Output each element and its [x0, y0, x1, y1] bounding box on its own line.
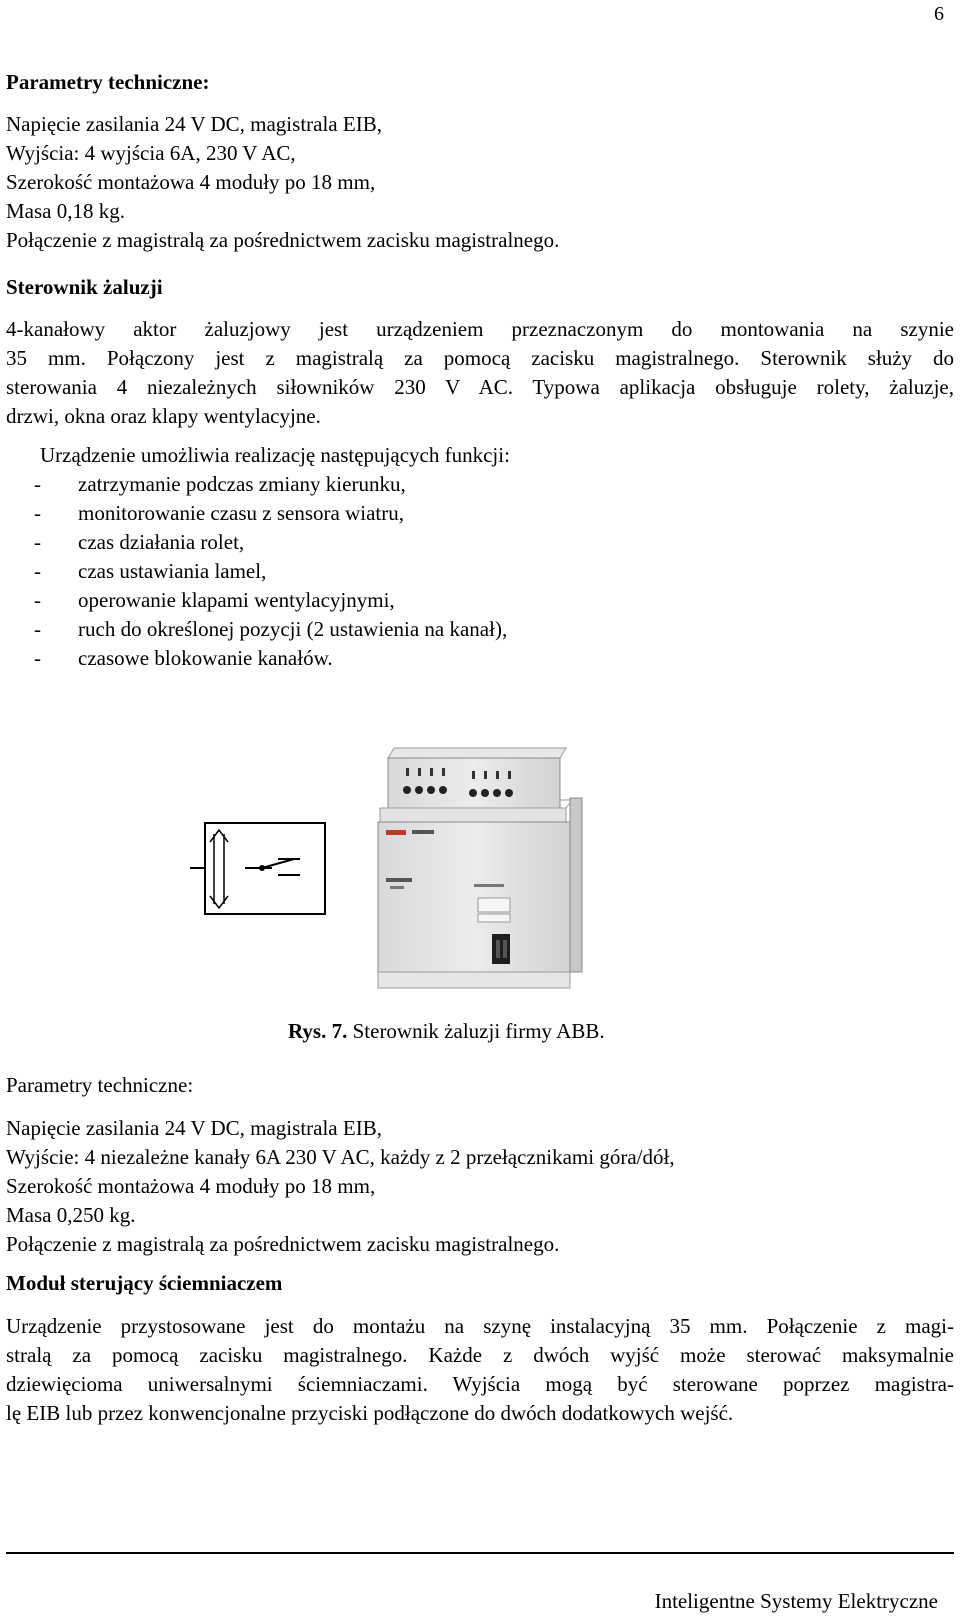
spec-line: Szerokość montażowa 4 moduły po 18 mm,: [6, 1174, 376, 1198]
paragraph-line: 35 mm. Połączony jest z magistralą za pomocą zacisku magistralnego. Sterownik służy do: [6, 346, 954, 370]
figure-caption: Rys. 7. Sterownik żaluzji firmy ABB.: [288, 1019, 605, 1043]
spec-line: Wyjścia: 4 wyjścia 6A, 230 V AC,: [6, 141, 296, 165]
functions-intro: Urządzenie umożliwia realizację następujących funkcji:: [40, 443, 510, 467]
paragraph-line: 4-kanałowy aktor żaluzjowy jest urządzeniem przeznaczonym do montowania na szynie: [6, 317, 954, 341]
section2-heading: Sterownik żaluzji: [6, 275, 163, 299]
spec-line: Masa 0,250 kg.: [6, 1203, 136, 1227]
paragraph-line: lę EIB lub przez konwencjonalne przyciski podłączone do dwóch dodatkowych wejść.: [6, 1401, 734, 1425]
functions-list: [6, 470, 954, 673]
spec-line: Napięcie zasilania 24 V DC, magistrala EIB,: [6, 1116, 382, 1140]
paragraph-line: dziewięcioma uniwersalnymi ściemniaczami. Wyjścia mogą być sterowane poprzez magistra-: [6, 1372, 954, 1396]
list-item: - czasowe blokowanie kanałów.: [34, 646, 333, 670]
spec-line: Połączenie z magistralą za pośrednictwem zacisku magistralnego.: [6, 228, 560, 252]
section4-paragraph: [6, 1312, 954, 1428]
list-item: - czas działania rolet,: [34, 530, 245, 554]
spec-line: Masa 0,18 kg.: [6, 199, 125, 223]
section1-heading: Parametry techniczne:: [6, 70, 210, 94]
footer-title: Inteligentne Systemy Elektryczne: [654, 1589, 938, 1613]
abb-blind-actuator-device: [360, 738, 585, 996]
section1-specs: [6, 110, 954, 255]
list-item: - ruch do określonej pozycji (2 ustawienia na kanał),: [34, 617, 508, 641]
paragraph-line: stralą za pomocą zacisku magistralnego. Każde z dwóch wyjść może sterować maksymalnie: [6, 1343, 954, 1367]
spec-line: Szerokość montażowa 4 moduły po 18 mm,: [6, 170, 376, 194]
blind-actuator-symbol: [190, 820, 330, 920]
list-item: - czas ustawiania lamel,: [34, 559, 267, 583]
spec-line: Napięcie zasilania 24 V DC, magistrala EIB,: [6, 112, 382, 136]
section3-specs: [6, 1114, 954, 1259]
spec-line: Wyjście: 4 niezależne kanały 6A 230 V AC, każdy z 2 przełącznikami góra/dół,: [6, 1145, 675, 1169]
footer-divider: [6, 1552, 954, 1554]
page-number: 6: [934, 3, 944, 25]
paragraph-line: sterowania 4 niezależnych siłowników 230 V AC. Typowa aplikacja obsługuje rolety, żaluzje,: [6, 375, 954, 399]
list-item: - operowanie klapami wentylacyjnymi,: [34, 588, 395, 612]
document-page: [6, 0, 954, 1613]
section3-heading: Parametry techniczne:: [6, 1073, 194, 1097]
section2-paragraph: [6, 315, 954, 431]
section4-heading: Moduł sterujący ściemniaczem: [6, 1271, 283, 1295]
list-item: - monitorowanie czasu z sensora wiatru,: [34, 501, 404, 525]
paragraph-line: drzwi, okna oraz klapy wentylacyjne.: [6, 404, 321, 428]
list-item: - zatrzymanie podczas zmiany kierunku,: [34, 472, 406, 496]
paragraph-line: Urządzenie przystosowane jest do montażu na szynę instalacyjną 35 mm. Połączenie z magi-: [6, 1314, 954, 1338]
spec-line: Połączenie z magistralą za pośrednictwem zacisku magistralnego.: [6, 1232, 560, 1256]
